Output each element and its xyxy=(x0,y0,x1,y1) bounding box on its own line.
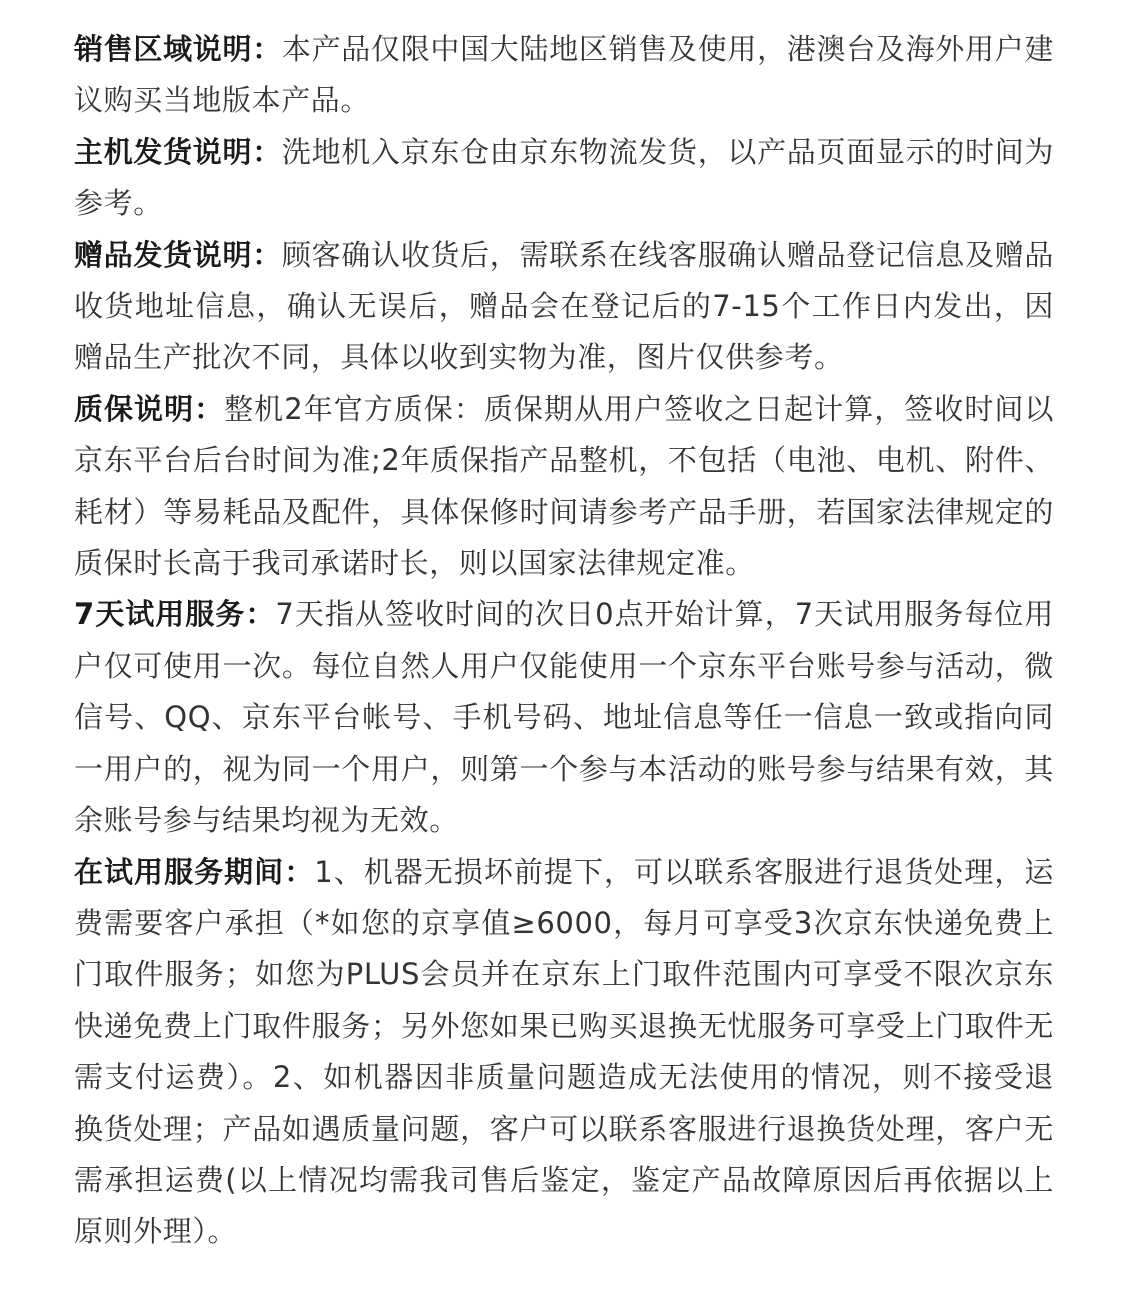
warranty-section xyxy=(74,384,1054,590)
section-title: 赠品发货说明： xyxy=(74,237,282,272)
section-title: 在试用服务期间： xyxy=(74,854,315,889)
trial-period-section xyxy=(74,847,1054,1258)
section-title: 质保说明： xyxy=(74,391,225,426)
section-title: 主机发货说明： xyxy=(74,134,282,169)
section-title: 销售区域说明： xyxy=(74,32,282,66)
product-notice-document xyxy=(74,24,1054,1258)
section-body: 7天指从签收时间的次日0点开始计算，7天试用服务每位用户仅可使用一次。每位自然人用户仅能使用一个京东平台账号参与活动，微信号、QQ、京东平台帐号、手机号码、地址信息等任一信息一致或指向同一用户的，视为同一个用户，则第一个参与本活动的账号参与结果有效，其余账号参与结果均视为无效。 xyxy=(74,597,1054,838)
section-body: 1、机器无损坏前提下，可以联系客服进行退货处理，运费需要客户承担（*如您的京享值≥6000，每月可享受3次京东快递免费上门取件服务；如您为PLUS会员并在京东上门取件范围内可享受不限次京东快递免费上门取件服务；另外您如果已购买退换无忧服务可享受上门取件无需支付运费）。2、如机器因非质量问题造成无法使用的情况，则不接受退换货处理；产品如遇质量问题，客户可以联系客服进行退换货处理，客户无需承担运费(以上情况均需我司售后鉴定，鉴定产品故障原因后再依据以上原则外理）。 xyxy=(74,854,1054,1249)
section-body: 洗地机入京东仓由京东物流发货，以产品页面显示的时间为参考。 xyxy=(74,134,1054,221)
sales-region-section xyxy=(74,24,1054,127)
main-unit-shipping-section xyxy=(74,127,1054,230)
gift-shipping-section xyxy=(74,230,1054,384)
section-body: 本产品仅限中国大陆地区销售及使用，港澳台及海外用户建议购买当地版本产品。 xyxy=(74,32,1054,118)
seven-day-trial-section xyxy=(74,589,1054,846)
section-title: 7天试用服务： xyxy=(74,597,276,632)
section-body: 顾客确认收货后，需联系在线客服确认赠品登记信息及赠品收货地址信息，确认无误后，赠品会在登记后的7-15个工作日内发出，因赠品生产批次不同，具体以收到实物为准，图片仅供参考。 xyxy=(74,237,1054,375)
section-body: 整机2年官方质保：质保期从用户签收之日起计算，签收时间以京东平台后台时间为准;2年质保指产品整机，不包括（电池、电机、附件、耗材）等易耗品及配件，具体保修时间请参考产品手册，若国家法律规定的质保时长高于我司承诺时长，则以国家法律规定准。 xyxy=(74,391,1054,581)
